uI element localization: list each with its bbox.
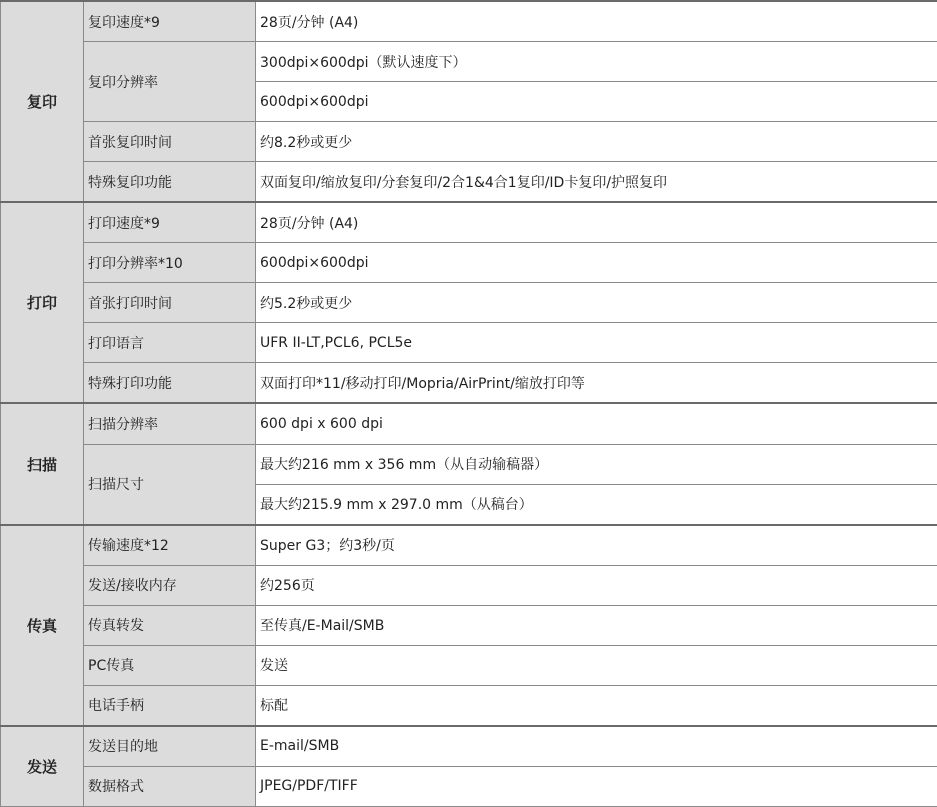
spec-label: 发送/接收内存	[84, 565, 256, 605]
table-row	[1, 323, 937, 363]
table-row	[1, 685, 937, 726]
table-row	[1, 525, 937, 566]
spec-value: 至传真/E-Mail/SMB	[256, 605, 937, 645]
spec-label: 首张打印时间	[84, 283, 256, 323]
table-row	[1, 605, 937, 645]
spec-label: 打印语言	[84, 323, 256, 363]
table-row	[1, 403, 937, 444]
spec-value: 28页/分钟 (A4)	[256, 202, 937, 243]
spec-label: 打印速度*9	[84, 202, 256, 243]
spec-value: 最大约215.9 mm x 297.0 mm（从稿台）	[256, 484, 937, 525]
table-row	[1, 766, 937, 806]
table-row	[1, 122, 937, 162]
spec-label: PC传真	[84, 645, 256, 685]
spec-value: 600 dpi x 600 dpi	[256, 403, 937, 444]
spec-value: 约256页	[256, 565, 937, 605]
table-row	[1, 565, 937, 605]
table-row	[1, 726, 937, 767]
spec-value: 600dpi×600dpi	[256, 82, 937, 122]
spec-value: 300dpi×600dpi（默认速度下）	[256, 42, 937, 82]
table-row	[1, 243, 937, 283]
spec-label: 传真转发	[84, 605, 256, 645]
table-row	[1, 162, 937, 203]
spec-value: 约8.2秒或更少	[256, 122, 937, 162]
table-row	[1, 444, 937, 484]
spec-value: 600dpi×600dpi	[256, 243, 937, 283]
table-row	[1, 1, 937, 42]
spec-label: 扫描分辨率	[84, 403, 256, 444]
table-row	[1, 283, 937, 323]
table-row	[1, 363, 937, 404]
spec-label: 特殊复印功能	[84, 162, 256, 203]
spec-label: 电话手柄	[84, 685, 256, 726]
spec-label: 首张复印时间	[84, 122, 256, 162]
spec-label: 特殊打印功能	[84, 363, 256, 404]
spec-value: 双面打印*11/移动打印/Mopria/AirPrint/缩放打印等	[256, 363, 937, 404]
table-row	[1, 202, 937, 243]
spec-value: 28页/分钟 (A4)	[256, 1, 937, 42]
spec-value: 标配	[256, 685, 937, 726]
spec-value: 发送	[256, 645, 937, 685]
spec-table-body	[1, 1, 937, 807]
spec-label: 复印分辨率	[84, 42, 256, 122]
spec-label: 打印分辨率*10	[84, 243, 256, 283]
spec-value: 最大约216 mm x 356 mm（从自动输稿器）	[256, 444, 937, 484]
spec-value: E-mail/SMB	[256, 726, 937, 767]
spec-label: 发送目的地	[84, 726, 256, 767]
spec-value: 约5.2秒或更少	[256, 283, 937, 323]
table-row	[1, 645, 937, 685]
section-group-label: 扫描	[1, 403, 84, 524]
spec-label: 传输速度*12	[84, 525, 256, 566]
spec-value: UFR II-LT,PCL6, PCL5e	[256, 323, 937, 363]
spec-label: 扫描尺寸	[84, 444, 256, 525]
section-group-label: 发送	[1, 726, 84, 807]
section-group-label: 打印	[1, 202, 84, 403]
spec-label: 复印速度*9	[84, 1, 256, 42]
spec-label: 数据格式	[84, 766, 256, 806]
spec-value: Super G3；约3秒/页	[256, 525, 937, 566]
section-group-label: 复印	[1, 1, 84, 202]
section-group-label: 传真	[1, 525, 84, 726]
spec-value: 双面复印/缩放复印/分套复印/2合1&4合1复印/ID卡复印/护照复印	[256, 162, 937, 203]
table-row	[1, 42, 937, 82]
spec-value: JPEG/PDF/TIFF	[256, 766, 937, 806]
